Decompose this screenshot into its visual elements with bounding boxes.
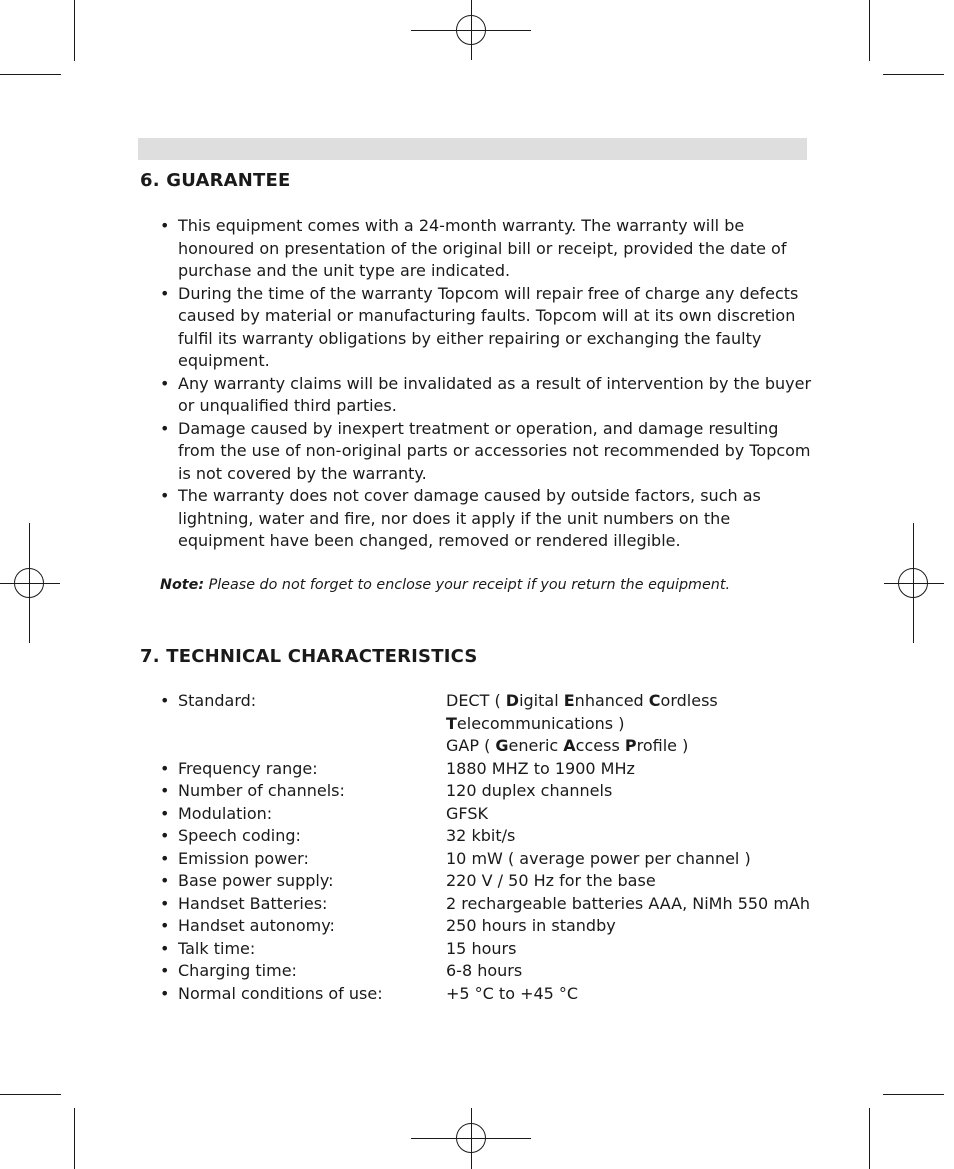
spec-label: Emission power: — [178, 848, 309, 868]
spec-value: 220 V / 50 Hz for the base — [446, 871, 656, 890]
guarantee-heading: 6. GUARANTEE — [140, 170, 291, 191]
technical-heading: 7. TECHNICAL CHARACTERISTICS — [140, 646, 478, 667]
spec-value: 120 duplex channels — [446, 781, 613, 800]
spec-label: Charging time: — [178, 961, 297, 980]
spec-row-standard: • Standard: DECT ( Digital Enhanced Cordless Telecommunications ) GAP ( Generic Access Profile ) — [160, 690, 820, 758]
note-label: Note: — [160, 577, 205, 593]
spec-label: Modulation: — [178, 803, 273, 823]
spec-list — [160, 690, 820, 1005]
list-item: • During the time of the warranty Topcom will repair free of charge any defects caused by material or manufacturing faults. Topcom will at its own discretion fulfil its warranty obligations by either repairing or exchanging the faulty equipment. — [160, 283, 820, 373]
list-item: • The warranty does not cover damage caused by outside factors, such as lightning, water and fire, nor does it apply if the unit numbers on the equipment have been changed, removed or rendered illegible. — [160, 485, 820, 553]
spec-value: 10 mW ( average power per channel ) — [446, 848, 751, 868]
spec-value: +5 °C to +45 °C — [446, 983, 579, 1003]
spec-label: Base power supply: — [178, 871, 334, 890]
spec-value: 1880 MHZ to 1900 MHz — [446, 758, 635, 778]
section-header-bar — [138, 138, 807, 160]
spec-row: • Emission power: 10 mW ( average power per channel ) — [160, 848, 820, 871]
list-item: • Any warranty claims will be invalidated as a result of intervention by the buyer or unqualified third parties. — [160, 373, 820, 418]
spec-value: 32 kbit/s — [446, 826, 516, 845]
list-item: • Damage caused by inexpert treatment or operation, and damage resulting from the use of non-original parts or accessories not recommended by Topcom is not covered by the warranty. — [160, 418, 820, 486]
spec-row: • Frequency range: 1880 MHZ to 1900 MHz — [160, 758, 820, 781]
spec-row: • Charging time: 6-8 hours — [160, 960, 820, 983]
standard-line-2: Telecommunications ) — [446, 713, 625, 733]
spec-row: • Speech coding: 32 kbit/s — [160, 825, 820, 848]
spec-row: • Handset autonomy: 250 hours in standby — [160, 915, 820, 938]
spec-row: • Handset Batteries: 2 rechargeable batteries AAA, NiMh 550 mAh — [160, 893, 820, 916]
spec-value: 15 hours — [446, 938, 517, 958]
standard-line-1: DECT ( Digital Enhanced Cordless — [446, 691, 718, 710]
standard-line-3: GAP ( Generic Access Profile ) — [446, 736, 689, 755]
spec-label: Talk time: — [178, 938, 256, 958]
spec-label: Normal conditions of use: — [178, 983, 383, 1003]
list-item: • This equipment comes with a 24-month warranty. The warranty will be honoured on presentation of the original bill or receipt, provided the date of purchase and the unit type are indicated. — [160, 215, 820, 283]
spec-value: GFSK — [446, 803, 488, 823]
guarantee-list — [160, 215, 820, 553]
spec-row: • Normal conditions of use: +5 °C to +45 °C — [160, 983, 820, 1006]
spec-value: 250 hours in standby — [446, 916, 616, 935]
spec-row: • Base power supply: 220 V / 50 Hz for the base — [160, 870, 820, 893]
spec-row: • Modulation: GFSK — [160, 803, 820, 826]
spec-label: Handset Batteries: — [178, 893, 328, 913]
note-text: Please do not forget to enclose your receipt if you return the equipment. — [204, 577, 730, 593]
spec-value: 6-8 hours — [446, 961, 523, 980]
spec-row: • Talk time: 15 hours — [160, 938, 820, 961]
note — [160, 577, 730, 593]
spec-label: Handset autonomy: — [178, 916, 335, 935]
spec-label: Number of channels: — [178, 781, 345, 800]
spec-label: Frequency range: — [178, 758, 318, 778]
spec-value: 2 rechargeable batteries AAA, NiMh 550 mAh — [446, 893, 810, 913]
spec-label: Standard: — [178, 691, 257, 710]
spec-label: Speech coding: — [178, 826, 301, 845]
spec-row: • Number of channels: 120 duplex channels — [160, 780, 820, 803]
